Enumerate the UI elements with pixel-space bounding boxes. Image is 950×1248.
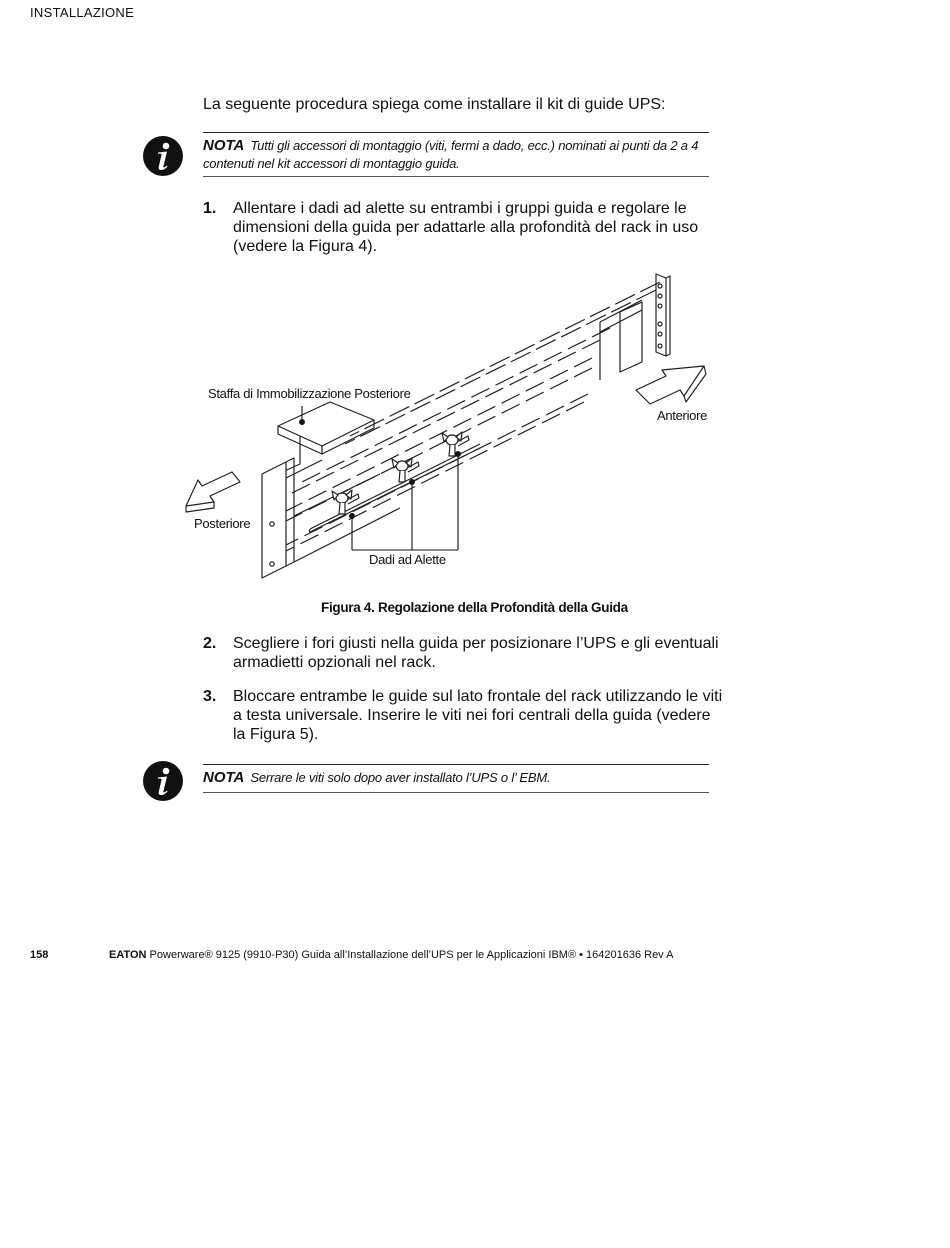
step-text: Bloccare entrambe le guide sul lato frontale del rack utilizzando le viti a testa universale. Inserire le viti nei fori centrali della guida (vedere la Figura 5). bbox=[233, 688, 723, 743]
step-number: 2. bbox=[203, 635, 217, 652]
note-label: NOTA bbox=[203, 769, 245, 786]
step-2 bbox=[203, 634, 723, 672]
step-3 bbox=[203, 687, 723, 744]
info-icon bbox=[143, 136, 183, 176]
footer-text bbox=[109, 949, 673, 961]
label-rear-bracket: Staffa di Immobilizzazione Posteriore bbox=[208, 386, 411, 401]
rail-illustration bbox=[180, 268, 720, 598]
footer-doc-info: Powerware® 9125 (9910-P30) Guida all’Installazione dell’UPS per le Applicazioni IBM® • 164201636 Rev A bbox=[146, 949, 674, 961]
step-text: Scegliere i fori giusti nella guida per posizionare l’UPS e gli eventuali armadietti opzionali nel rack. bbox=[233, 635, 719, 671]
step-text: Allentare i dadi ad alette su entrambi i gruppi guida e regolare le dimensioni della guida per adattarle alla profondità del rack in uso (vedere la Figura 4). bbox=[233, 200, 699, 255]
note-label: NOTA bbox=[203, 137, 245, 154]
label-front: Anteriore bbox=[657, 408, 708, 423]
footer-brand: EATON bbox=[109, 949, 147, 961]
intro-text: La seguente procedura spiega come installare il kit di guide UPS: bbox=[203, 96, 666, 113]
step-number: 3. bbox=[203, 688, 217, 705]
note-text: Tutti gli accessori di montaggio (viti, fermi a dado, ecc.) nominati ai punti da 2 a 4 contenuti nel kit accessori di montaggio guida. bbox=[203, 138, 699, 171]
label-wing-nuts: Dadi ad Alette bbox=[369, 552, 446, 567]
note-box-1 bbox=[203, 132, 709, 177]
label-rear: Posteriore bbox=[194, 516, 251, 531]
step-number: 1. bbox=[203, 200, 217, 217]
section-header: INSTALLAZIONE bbox=[30, 5, 135, 20]
note-box-2 bbox=[203, 764, 709, 793]
step-1 bbox=[203, 199, 723, 256]
info-icon bbox=[143, 761, 183, 801]
figure-caption: Figura 4. Regolazione della Profondità della Guida bbox=[321, 600, 628, 615]
page-number: 158 bbox=[30, 949, 49, 961]
rail-figure bbox=[180, 268, 720, 598]
note-text: Serrare le viti solo dopo aver installato l’UPS o l’ EBM. bbox=[250, 770, 551, 785]
